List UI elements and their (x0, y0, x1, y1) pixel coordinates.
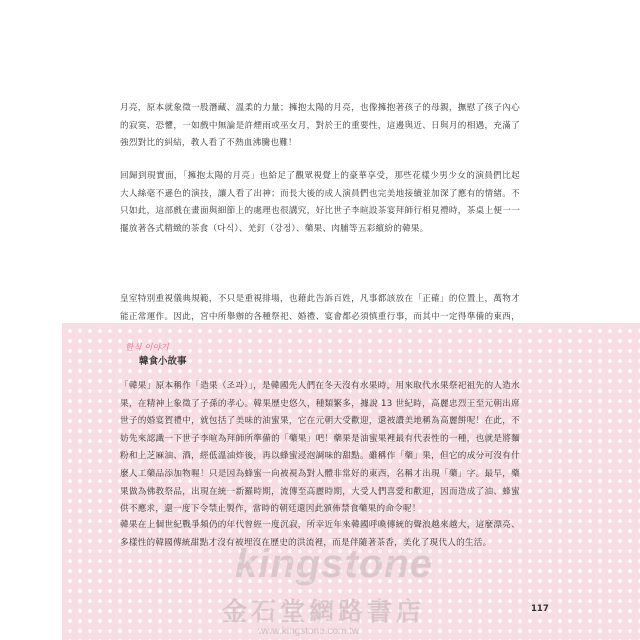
watermark-store-name: 金石堂網路書店 (222, 597, 426, 626)
paragraph-moon-symbolism: 月亮，原本就象徵一股潛藏、溫柔的力量；擁抱太陽的月亮，也像擁抱著孩子的母親，撫慰了孩子內心的寂寞、恐懼，一如戲中無論是許煙雨或巫女月，對於王的重要性，這邊與近、日與月的相遇，充滿了強烈對比的糾結，教人看了不熱血沸騰也難！ (120, 103, 520, 149)
sidebar-tag-korean: 한식 이야기 (125, 343, 169, 353)
sidebar-paragraph-hangwa-history: 「韓果」原本稱作「造果（조과）」，是韓國先人們在冬天沒有水果時，用來取代水果祭祀祖先的人造水果，在精神上象徵了子孫的孝心。韓果歷史悠久，種類繁多，據說 13 世紀時，高麗忠烈王至元朝出席世子的婚宴賀禮中，就包括了美味的油蜜果，它在元朝大受歡迎，還被讚美地稱為高麗餅呢！在此，不妨先來認識一下世子李暄為拜師所準備的「藥果」吧！藥果是油蜜果裡最有代表性的一種，也就是將麵粉和上芝麻油、酒，經低溫油炸後，再以蜂蜜浸泡調味的甜點。雖稱作「藥」果，但它的成分可沒有什麼人工藥品添加物喔！只是因為蜂蜜一向被視為對人體非常好的東西，名稱才出現「藥」字。最早，藥果做為佛教祭品，出現在統一新羅時期，流傳至高麗時期，大受人們喜愛和歡迎，因而造成了油、蜂蜜供不應求，還一度下令禁止製作，當時的朝廷還因此頒佈禁食藥果的命令呢！ (120, 381, 520, 515)
watermark-url: www.kingstone.com.tw (258, 626, 360, 637)
sidebar-paragraph-hangwa-today: 韓果在上個世紀戰爭頻仍的年代曾經一度沉寂，所幸近年來韓國呼喚傳統的聲浪越來越大，這麼漂亮、多樣性的韓國傳統甜點才沒有被埋沒在歷史的洪流裡，而是伴隨著茶香，美化了現代人的生活。 (120, 520, 520, 548)
sidebar-title: 韓食小故事 (139, 356, 187, 367)
page-number: 117 (531, 604, 549, 614)
watermark-logo: kingstone (235, 542, 433, 586)
paragraph-drama-details: 回歸到現實面，「擁抱太陽的月亮」也給足了觀眾視覺上的豪華享受，那些花樣少男少女的演員們比起大人絲毫不遜色的演技，讓人看了出神；而長大後的成人演員們也完美地接續並加深了應有的情緒。不只如此，這部戲在畫面與細節上的處理也很講究，好比世子李暄設茶宴拜師行相見禮時，茶桌上便一一擺放著各式精緻的茶食（다식）、羌釘（강정）、藥果、肉脯等五彩繽紛的韓果。 (120, 171, 520, 234)
paragraph-royal-ceremony: 皇室特別重視儀典規範，不只是重視排場，也藉此告訴百姓，凡事都該放在「正確」的位置上，萬物才能正常運作。因此，宮中所舉辦的各種祭祀、婚禮、宴會都必須慎重行事，而其中一定得準備的東西， (120, 294, 520, 322)
